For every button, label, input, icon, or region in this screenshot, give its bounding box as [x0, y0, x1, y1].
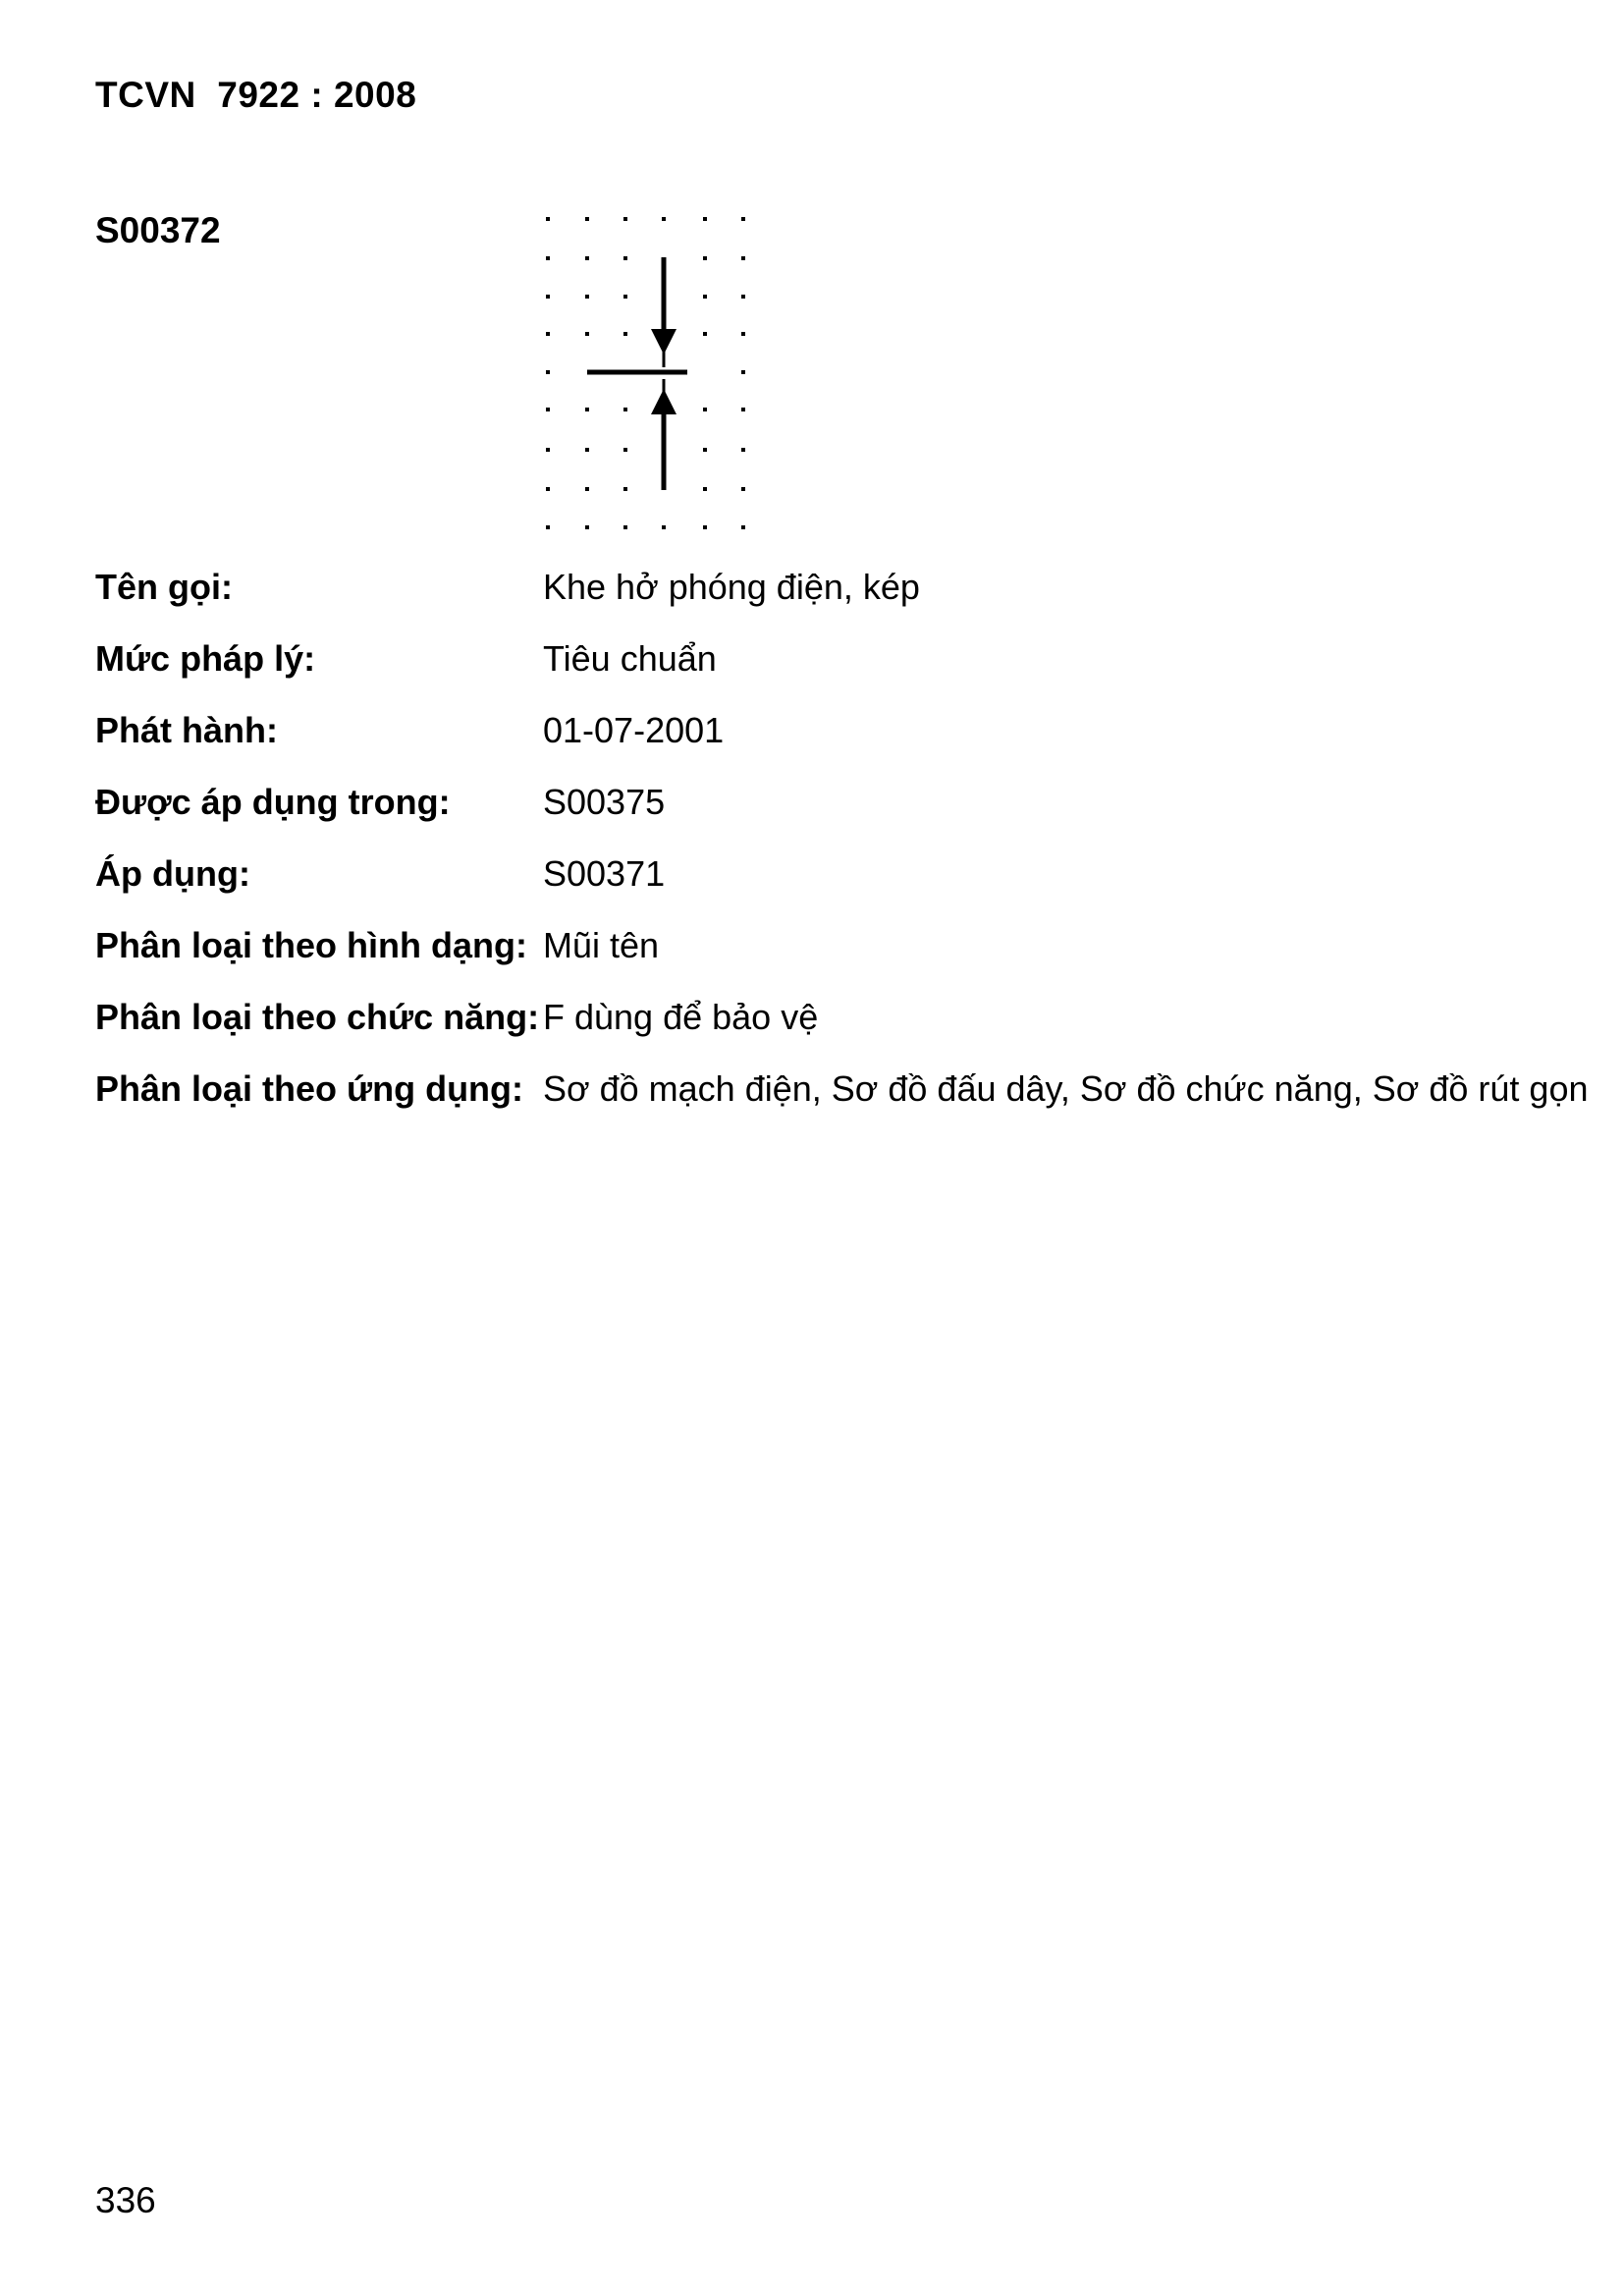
field-row	[95, 925, 1548, 997]
grid-dot	[703, 487, 707, 491]
grid-dot	[741, 370, 745, 374]
spark-gap-double-symbol-icon	[535, 206, 756, 540]
grid-dot	[546, 487, 550, 491]
grid-dot	[585, 487, 589, 491]
grid-dot	[703, 295, 707, 299]
symbol-id: S00372	[95, 210, 221, 250]
grid-dot	[546, 525, 550, 529]
field-value: F dùng để bảo vệ	[543, 997, 819, 1037]
field-row	[95, 710, 1548, 782]
grid-dot	[585, 408, 589, 411]
document-title: TCVN 7922 : 2008	[95, 75, 417, 115]
grid-dot	[703, 256, 707, 260]
field-row	[95, 853, 1548, 925]
grid-dot	[623, 217, 627, 221]
grid-dot	[546, 332, 550, 336]
grid-dot	[546, 295, 550, 299]
grid-dot	[623, 295, 627, 299]
grid-dot	[585, 332, 589, 336]
upper-arrowhead	[651, 329, 677, 355]
lower-arrowhead	[651, 389, 677, 414]
grid-dot	[623, 487, 627, 491]
grid-dot	[703, 332, 707, 336]
field-label: Phân loại theo chức năng:	[95, 997, 540, 1037]
field-value: 01-07-2001	[543, 710, 725, 750]
field-label: Phân loại theo hình dạng:	[95, 925, 527, 965]
grid-dot	[741, 487, 745, 491]
field-label: Phân loại theo ứng dụng:	[95, 1068, 524, 1109]
grid-dot	[703, 448, 707, 452]
field-label: Áp dụng:	[95, 853, 250, 894]
field-row	[95, 782, 1548, 853]
grid-dot	[741, 525, 745, 529]
fields-table	[95, 567, 1589, 1140]
field-label: Tên gọi:	[95, 567, 233, 607]
grid-dot	[623, 448, 627, 452]
field-value: Tiêu chuẩn	[543, 638, 717, 679]
grid-dot	[546, 256, 550, 260]
grid-dot	[741, 295, 745, 299]
grid-dot	[585, 295, 589, 299]
grid-dot	[585, 448, 589, 452]
grid-dot	[546, 448, 550, 452]
field-value: Sơ đồ mạch điện, Sơ đồ đấu dây, Sơ đồ chức năng, Sơ đồ rút gọn	[543, 1068, 1589, 1109]
grid-dot	[741, 332, 745, 336]
grid-dot	[546, 217, 550, 221]
grid-dot	[623, 525, 627, 529]
grid-dot	[703, 525, 707, 529]
field-label: Mức pháp lý:	[95, 638, 316, 679]
grid-dot	[741, 256, 745, 260]
grid-dot	[546, 370, 550, 374]
grid-dot	[741, 217, 745, 221]
grid-dot	[703, 408, 707, 411]
grid-dot	[741, 448, 745, 452]
grid-dot	[662, 217, 666, 221]
grid-dot	[703, 217, 707, 221]
field-row	[95, 1068, 1589, 1140]
field-label: Phát hành:	[95, 710, 278, 750]
page-number: 336	[95, 2180, 156, 2220]
grid-dot	[623, 408, 627, 411]
grid-dot	[585, 217, 589, 221]
grid-dot	[585, 525, 589, 529]
grid-dot	[623, 332, 627, 336]
grid-dot	[662, 525, 666, 529]
grid-dot	[585, 256, 589, 260]
grid-dot	[546, 408, 550, 411]
field-value: Khe hở phóng điện, kép	[543, 567, 920, 607]
field-row	[95, 638, 1548, 710]
field-value: S00371	[543, 853, 666, 894]
field-value: S00375	[543, 782, 666, 822]
field-value: Mũi tên	[543, 925, 660, 965]
grid-dot	[741, 408, 745, 411]
field-row	[95, 567, 1548, 638]
field-row	[95, 997, 1548, 1068]
grid-dot	[623, 256, 627, 260]
field-label: Được áp dụng trong:	[95, 782, 451, 822]
